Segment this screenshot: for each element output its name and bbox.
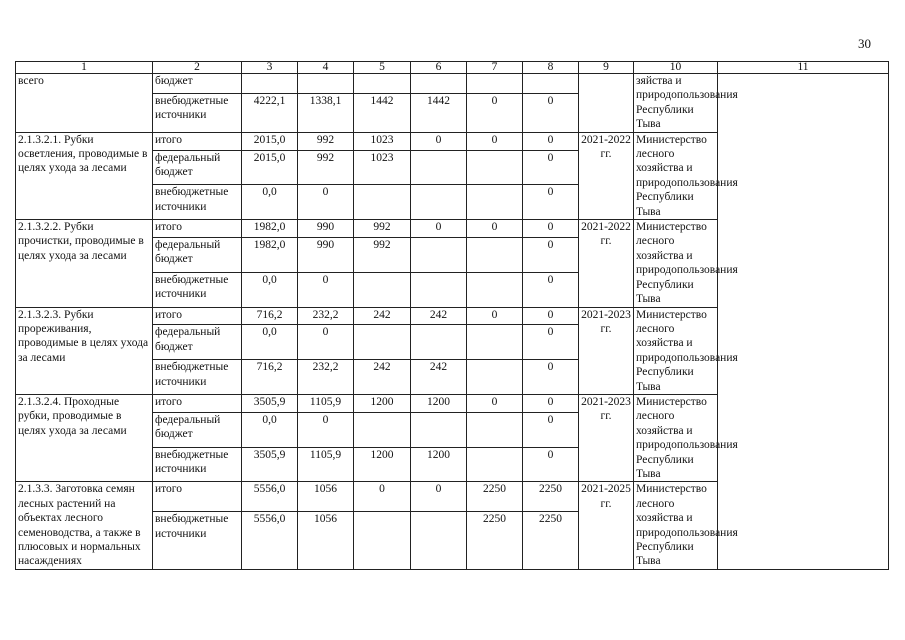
value-cell: 0 <box>298 325 354 360</box>
value-cell: 990 <box>298 238 354 273</box>
source-cell: итого <box>153 394 242 412</box>
value-cell: 1200 <box>354 394 411 412</box>
column-header-9: 9 <box>579 62 634 74</box>
value-cell <box>354 185 411 220</box>
column-header-1: 1 <box>16 62 153 74</box>
source-cell: итого <box>153 220 242 238</box>
value-cell <box>467 185 523 220</box>
header-row <box>16 62 889 74</box>
value-cell: 1056 <box>298 482 354 512</box>
value-cell <box>411 512 467 570</box>
value-cell: 0 <box>523 360 579 395</box>
financing-table <box>15 61 889 570</box>
value-cell: 0 <box>523 307 579 325</box>
value-cell: 1442 <box>354 93 411 132</box>
value-cell: 2250 <box>467 482 523 512</box>
value-cell: 0 <box>467 394 523 412</box>
value-cell: 992 <box>354 220 411 238</box>
source-cell: федеральный бюджет <box>153 150 242 185</box>
value-cell: 0,0 <box>242 325 298 360</box>
source-cell: внебюджетные источники <box>153 185 242 220</box>
value-cell: 0,0 <box>242 412 298 447</box>
value-cell: 0 <box>467 220 523 238</box>
note-cell <box>718 132 889 219</box>
executor-cell: Министерство лесного хозяйства и природопользования Республики Тыва <box>634 220 718 307</box>
value-cell <box>411 150 467 185</box>
value-cell: 0 <box>467 307 523 325</box>
value-cell: 1023 <box>354 132 411 150</box>
value-cell: 2015,0 <box>242 150 298 185</box>
value-cell: 0 <box>523 150 579 185</box>
value-cell: 2250 <box>467 512 523 570</box>
value-cell: 0 <box>467 93 523 132</box>
column-header-7: 7 <box>467 62 523 74</box>
period-cell: 2021-2023 гг. <box>579 394 634 481</box>
source-cell: внебюджетные источники <box>153 447 242 482</box>
value-cell: 1200 <box>411 394 467 412</box>
value-cell <box>354 74 411 94</box>
value-cell: 1105,9 <box>298 447 354 482</box>
value-cell <box>242 74 298 94</box>
source-cell: бюджет <box>153 74 242 94</box>
value-cell: 5556,0 <box>242 482 298 512</box>
period-cell: 2021-2025 гг. <box>579 482 634 569</box>
value-cell: 0 <box>523 238 579 273</box>
source-cell: итого <box>153 307 242 325</box>
source-cell: внебюджетные источники <box>153 360 242 395</box>
measure-name-cell: 2.1.3.2.1. Рубки осветления, проводимые в целях ухода за лесами <box>16 132 153 219</box>
value-cell: 0 <box>523 132 579 150</box>
column-header-5: 5 <box>354 62 411 74</box>
value-cell <box>411 272 467 307</box>
period-cell: 2021-2023 гг. <box>579 307 634 394</box>
measure-name-cell: 2.1.3.2.3. Рубки прореживания, проводимые в целях ухода за лесами <box>16 307 153 394</box>
value-cell: 3505,9 <box>242 394 298 412</box>
column-header-8: 8 <box>523 62 579 74</box>
value-cell <box>298 74 354 94</box>
value-cell: 992 <box>298 132 354 150</box>
value-cell <box>354 325 411 360</box>
measure-name-cell: 2.1.3.3. Заготовка семян лесных растений на объектах лесного семеноводства, а также в плюсовых и нормальных насаждениях <box>16 482 153 569</box>
value-cell <box>411 412 467 447</box>
value-cell: 0 <box>354 482 411 512</box>
table-row <box>16 394 889 412</box>
value-cell <box>354 412 411 447</box>
value-cell <box>467 412 523 447</box>
value-cell: 5556,0 <box>242 512 298 570</box>
value-cell <box>467 74 523 94</box>
measure-name-cell: 2.1.3.2.2. Рубки прочистки, проводимые в целях ухода за лесами <box>16 220 153 307</box>
column-header-10: 10 <box>634 62 718 74</box>
value-cell: 0,0 <box>242 272 298 307</box>
value-cell: 1442 <box>411 93 467 132</box>
source-cell: федеральный бюджет <box>153 325 242 360</box>
executor-cell: Министерство лесного хозяйства и природопользования Республики Тыва <box>634 482 718 569</box>
value-cell: 716,2 <box>242 360 298 395</box>
table-row <box>16 307 889 325</box>
value-cell: 0 <box>523 93 579 132</box>
column-header-11: 11 <box>718 62 889 74</box>
value-cell: 232,2 <box>298 307 354 325</box>
value-cell <box>411 185 467 220</box>
source-cell: федеральный бюджет <box>153 238 242 273</box>
value-cell: 232,2 <box>298 360 354 395</box>
column-header-6: 6 <box>411 62 467 74</box>
value-cell: 1023 <box>354 150 411 185</box>
note-cell <box>718 482 889 569</box>
value-cell: 2015,0 <box>242 132 298 150</box>
value-cell: 990 <box>298 220 354 238</box>
table-row <box>16 220 889 238</box>
value-cell <box>411 74 467 94</box>
value-cell: 992 <box>354 238 411 273</box>
period-cell: 2021-2022 гг. <box>579 220 634 307</box>
table-body <box>16 74 889 570</box>
measure-name-cell: всего <box>16 74 153 133</box>
note-cell <box>718 220 889 307</box>
column-header-2: 2 <box>153 62 242 74</box>
value-cell: 1338,1 <box>298 93 354 132</box>
value-cell: 0 <box>523 412 579 447</box>
table-row <box>16 74 889 94</box>
executor-cell: Министерство лесного хозяйства и природопользования Республики Тыва <box>634 394 718 481</box>
value-cell: 0 <box>298 185 354 220</box>
value-cell <box>467 150 523 185</box>
value-cell: 0 <box>523 272 579 307</box>
value-cell <box>411 238 467 273</box>
executor-cell: зяйства и природопользования Республики Тыва <box>634 74 718 133</box>
table-row <box>16 482 889 512</box>
value-cell: 1105,9 <box>298 394 354 412</box>
value-cell <box>467 238 523 273</box>
value-cell <box>354 272 411 307</box>
value-cell: 0 <box>298 412 354 447</box>
value-cell: 242 <box>354 307 411 325</box>
value-cell: 0 <box>411 482 467 512</box>
value-cell: 0,0 <box>242 185 298 220</box>
value-cell: 1982,0 <box>242 238 298 273</box>
value-cell <box>354 512 411 570</box>
note-cell <box>718 394 889 481</box>
executor-cell: Министерство лесного хозяйства и природопользования Республики Тыва <box>634 307 718 394</box>
period-cell <box>579 74 634 133</box>
value-cell: 0 <box>467 132 523 150</box>
source-cell: внебюджетные источники <box>153 512 242 570</box>
value-cell: 4222,1 <box>242 93 298 132</box>
source-cell: итого <box>153 132 242 150</box>
note-cell <box>718 74 889 133</box>
value-cell: 242 <box>411 307 467 325</box>
executor-cell: Министерство лесного хозяйства и природопользования Республики Тыва <box>634 132 718 219</box>
page-number: 30 <box>858 36 871 51</box>
value-cell: 0 <box>523 185 579 220</box>
value-cell: 2250 <box>523 482 579 512</box>
value-cell: 1056 <box>298 512 354 570</box>
period-cell: 2021-2022 гг. <box>579 132 634 219</box>
value-cell <box>467 447 523 482</box>
value-cell: 0 <box>411 220 467 238</box>
note-cell <box>718 307 889 394</box>
value-cell: 1200 <box>354 447 411 482</box>
measure-name-cell: 2.1.3.2.4. Проходные рубки, проводимые в целях ухода за лесами <box>16 394 153 481</box>
source-cell: федеральный бюджет <box>153 412 242 447</box>
value-cell: 2250 <box>523 512 579 570</box>
value-cell: 0 <box>523 394 579 412</box>
column-header-3: 3 <box>242 62 298 74</box>
value-cell <box>467 272 523 307</box>
value-cell: 242 <box>411 360 467 395</box>
value-cell: 242 <box>354 360 411 395</box>
column-header-4: 4 <box>298 62 354 74</box>
value-cell: 0 <box>411 132 467 150</box>
source-cell: внебюджетные источники <box>153 272 242 307</box>
value-cell <box>467 325 523 360</box>
value-cell <box>523 74 579 94</box>
value-cell: 992 <box>298 150 354 185</box>
value-cell: 1200 <box>411 447 467 482</box>
value-cell <box>467 360 523 395</box>
source-cell: итого <box>153 482 242 512</box>
value-cell <box>411 325 467 360</box>
value-cell: 0 <box>523 325 579 360</box>
source-cell: внебюджетные источники <box>153 93 242 132</box>
value-cell: 0 <box>523 220 579 238</box>
table-row <box>16 132 889 150</box>
value-cell: 0 <box>523 447 579 482</box>
value-cell: 3505,9 <box>242 447 298 482</box>
value-cell: 0 <box>298 272 354 307</box>
value-cell: 1982,0 <box>242 220 298 238</box>
value-cell: 716,2 <box>242 307 298 325</box>
